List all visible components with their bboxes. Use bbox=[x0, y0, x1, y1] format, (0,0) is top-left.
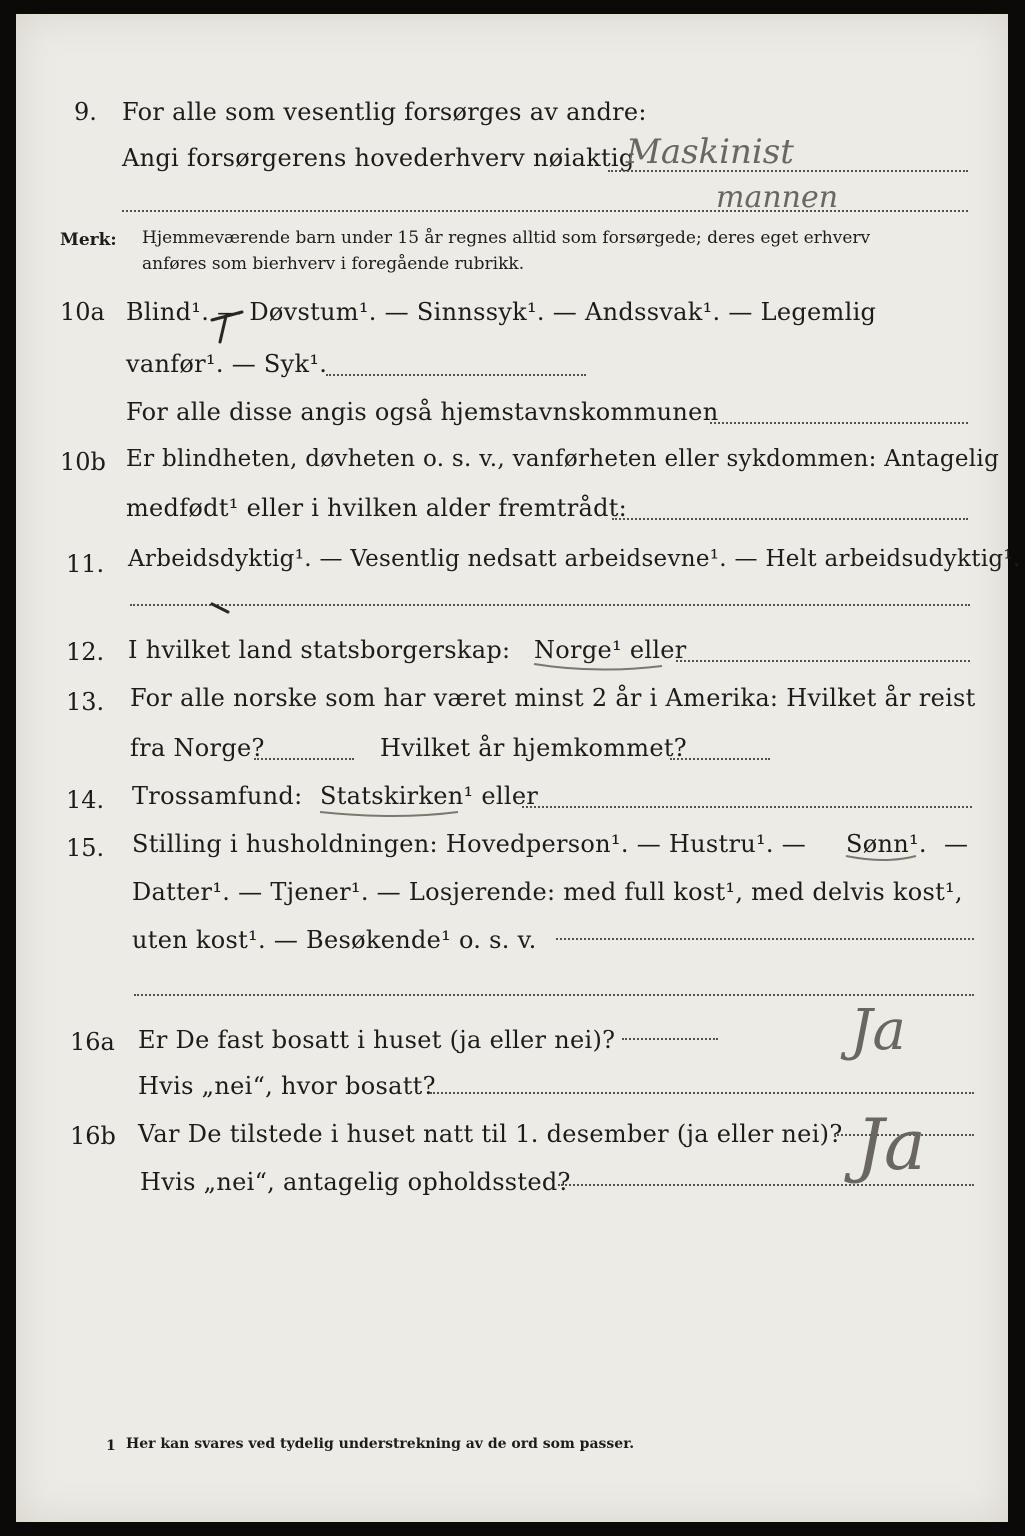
question-13-line-1: For alle norske som har været minst 2 år i Amerika: Hvilket år reist bbox=[130, 684, 976, 712]
question-12-number: 12. bbox=[66, 638, 105, 666]
footnote-mark: 1 bbox=[106, 1438, 116, 1454]
question-14-number: 14. bbox=[66, 786, 105, 814]
question-15-option-sonn: Sønn¹. bbox=[846, 830, 927, 858]
question-15-number: 15. bbox=[66, 834, 105, 862]
question-10a-line-3: For alle disse angis også hjemstavnskommunen bbox=[126, 398, 719, 426]
question-10a-number: 10a bbox=[60, 298, 105, 326]
question-16b-number: 16b bbox=[70, 1122, 116, 1150]
question-16b-line-1: Var De tilstede i huset natt til 1. desember (ja eller nei)? bbox=[138, 1120, 843, 1148]
underline-norge bbox=[534, 664, 662, 670]
question-14-text: Trossamfund: bbox=[132, 782, 303, 810]
question-10b-line-2: medfødt¹ eller i hvilken alder fremtrådt: bbox=[126, 494, 628, 522]
note-label: Merk: bbox=[60, 230, 117, 250]
underline-sonn bbox=[846, 856, 916, 860]
footnote-text: Her kan svares ved tydelig understrekning av de ord som passer. bbox=[126, 1436, 635, 1452]
question-12-text: I hvilket land statsborgerskap: bbox=[128, 636, 511, 664]
question-16a-number: 16a bbox=[70, 1028, 115, 1056]
question-14-option-statskirken: Statskirken¹ eller bbox=[320, 782, 539, 810]
tick-mark-10a bbox=[212, 312, 242, 342]
handwritten-answer-16a: Ja bbox=[850, 998, 906, 1063]
question-13-line-2b: Hvilket år hjemkommet? bbox=[380, 734, 687, 762]
question-10a-line-1: Blind¹. — Døvstum¹. — Sinnssyk¹. — Andssvak¹. — Legemlig bbox=[126, 298, 877, 326]
question-11-number: 11. bbox=[66, 550, 105, 578]
handwritten-answer-16b: Ja bbox=[856, 1104, 926, 1186]
question-11-line-1: Arbeidsdyktig¹. — Vesentlig nedsatt arbeidsevne¹. — Helt arbeidsudyktig¹. bbox=[128, 546, 1021, 572]
question-10b-line-1: Er blindheten, døvheten o. s. v., vanførheten eller sykdommen: Antagelig bbox=[126, 446, 1000, 472]
question-15-dash: — bbox=[944, 830, 969, 858]
question-13-number: 13. bbox=[66, 688, 105, 716]
handwritten-answer-occupation: Maskinist bbox=[626, 132, 794, 172]
question-9-line-1: For alle som vesentlig forsørges av andre: bbox=[122, 98, 647, 126]
note-line-2: anføres som bierhverv i foregående rubrikk. bbox=[142, 254, 525, 274]
pen-marks bbox=[16, 14, 1008, 1522]
underline-statskirken bbox=[320, 812, 458, 816]
question-15-line-3: uten kost¹. — Besøkende¹ o. s. v. bbox=[132, 926, 537, 954]
census-form-page bbox=[16, 14, 1021, 1522]
question-15-line-2: Datter¹. — Tjener¹. — Losjerende: med full kost¹, med delvis kost¹, bbox=[132, 878, 963, 906]
question-12-option-norge: Norge¹ eller bbox=[534, 636, 687, 664]
question-9-number: 9. bbox=[74, 98, 97, 126]
question-9-line-2: Angi forsørgerens hovederhverv nøiaktig bbox=[122, 144, 635, 172]
question-10b-number: 10b bbox=[60, 448, 106, 476]
question-16a-line-2: Hvis „nei“, hvor bosatt? bbox=[138, 1072, 436, 1100]
handwritten-answer-provider: mannen bbox=[716, 180, 839, 215]
question-13-line-2a: fra Norge? bbox=[130, 734, 265, 762]
question-15-line-1: Stilling i husholdningen: Hovedperson¹. — Hustru¹. — bbox=[132, 830, 807, 858]
tick-mark-11 bbox=[212, 604, 228, 612]
note-line-1: Hjemmeværende barn under 15 år regnes alltid som forsørgede; deres eget erhverv bbox=[142, 228, 871, 248]
question-16b-line-2: Hvis „nei“, antagelig opholdssted? bbox=[140, 1168, 571, 1196]
question-16a-line-1: Er De fast bosatt i huset (ja eller nei)? bbox=[138, 1026, 616, 1054]
question-10a-line-2: vanfør¹. — Syk¹. bbox=[126, 350, 328, 378]
